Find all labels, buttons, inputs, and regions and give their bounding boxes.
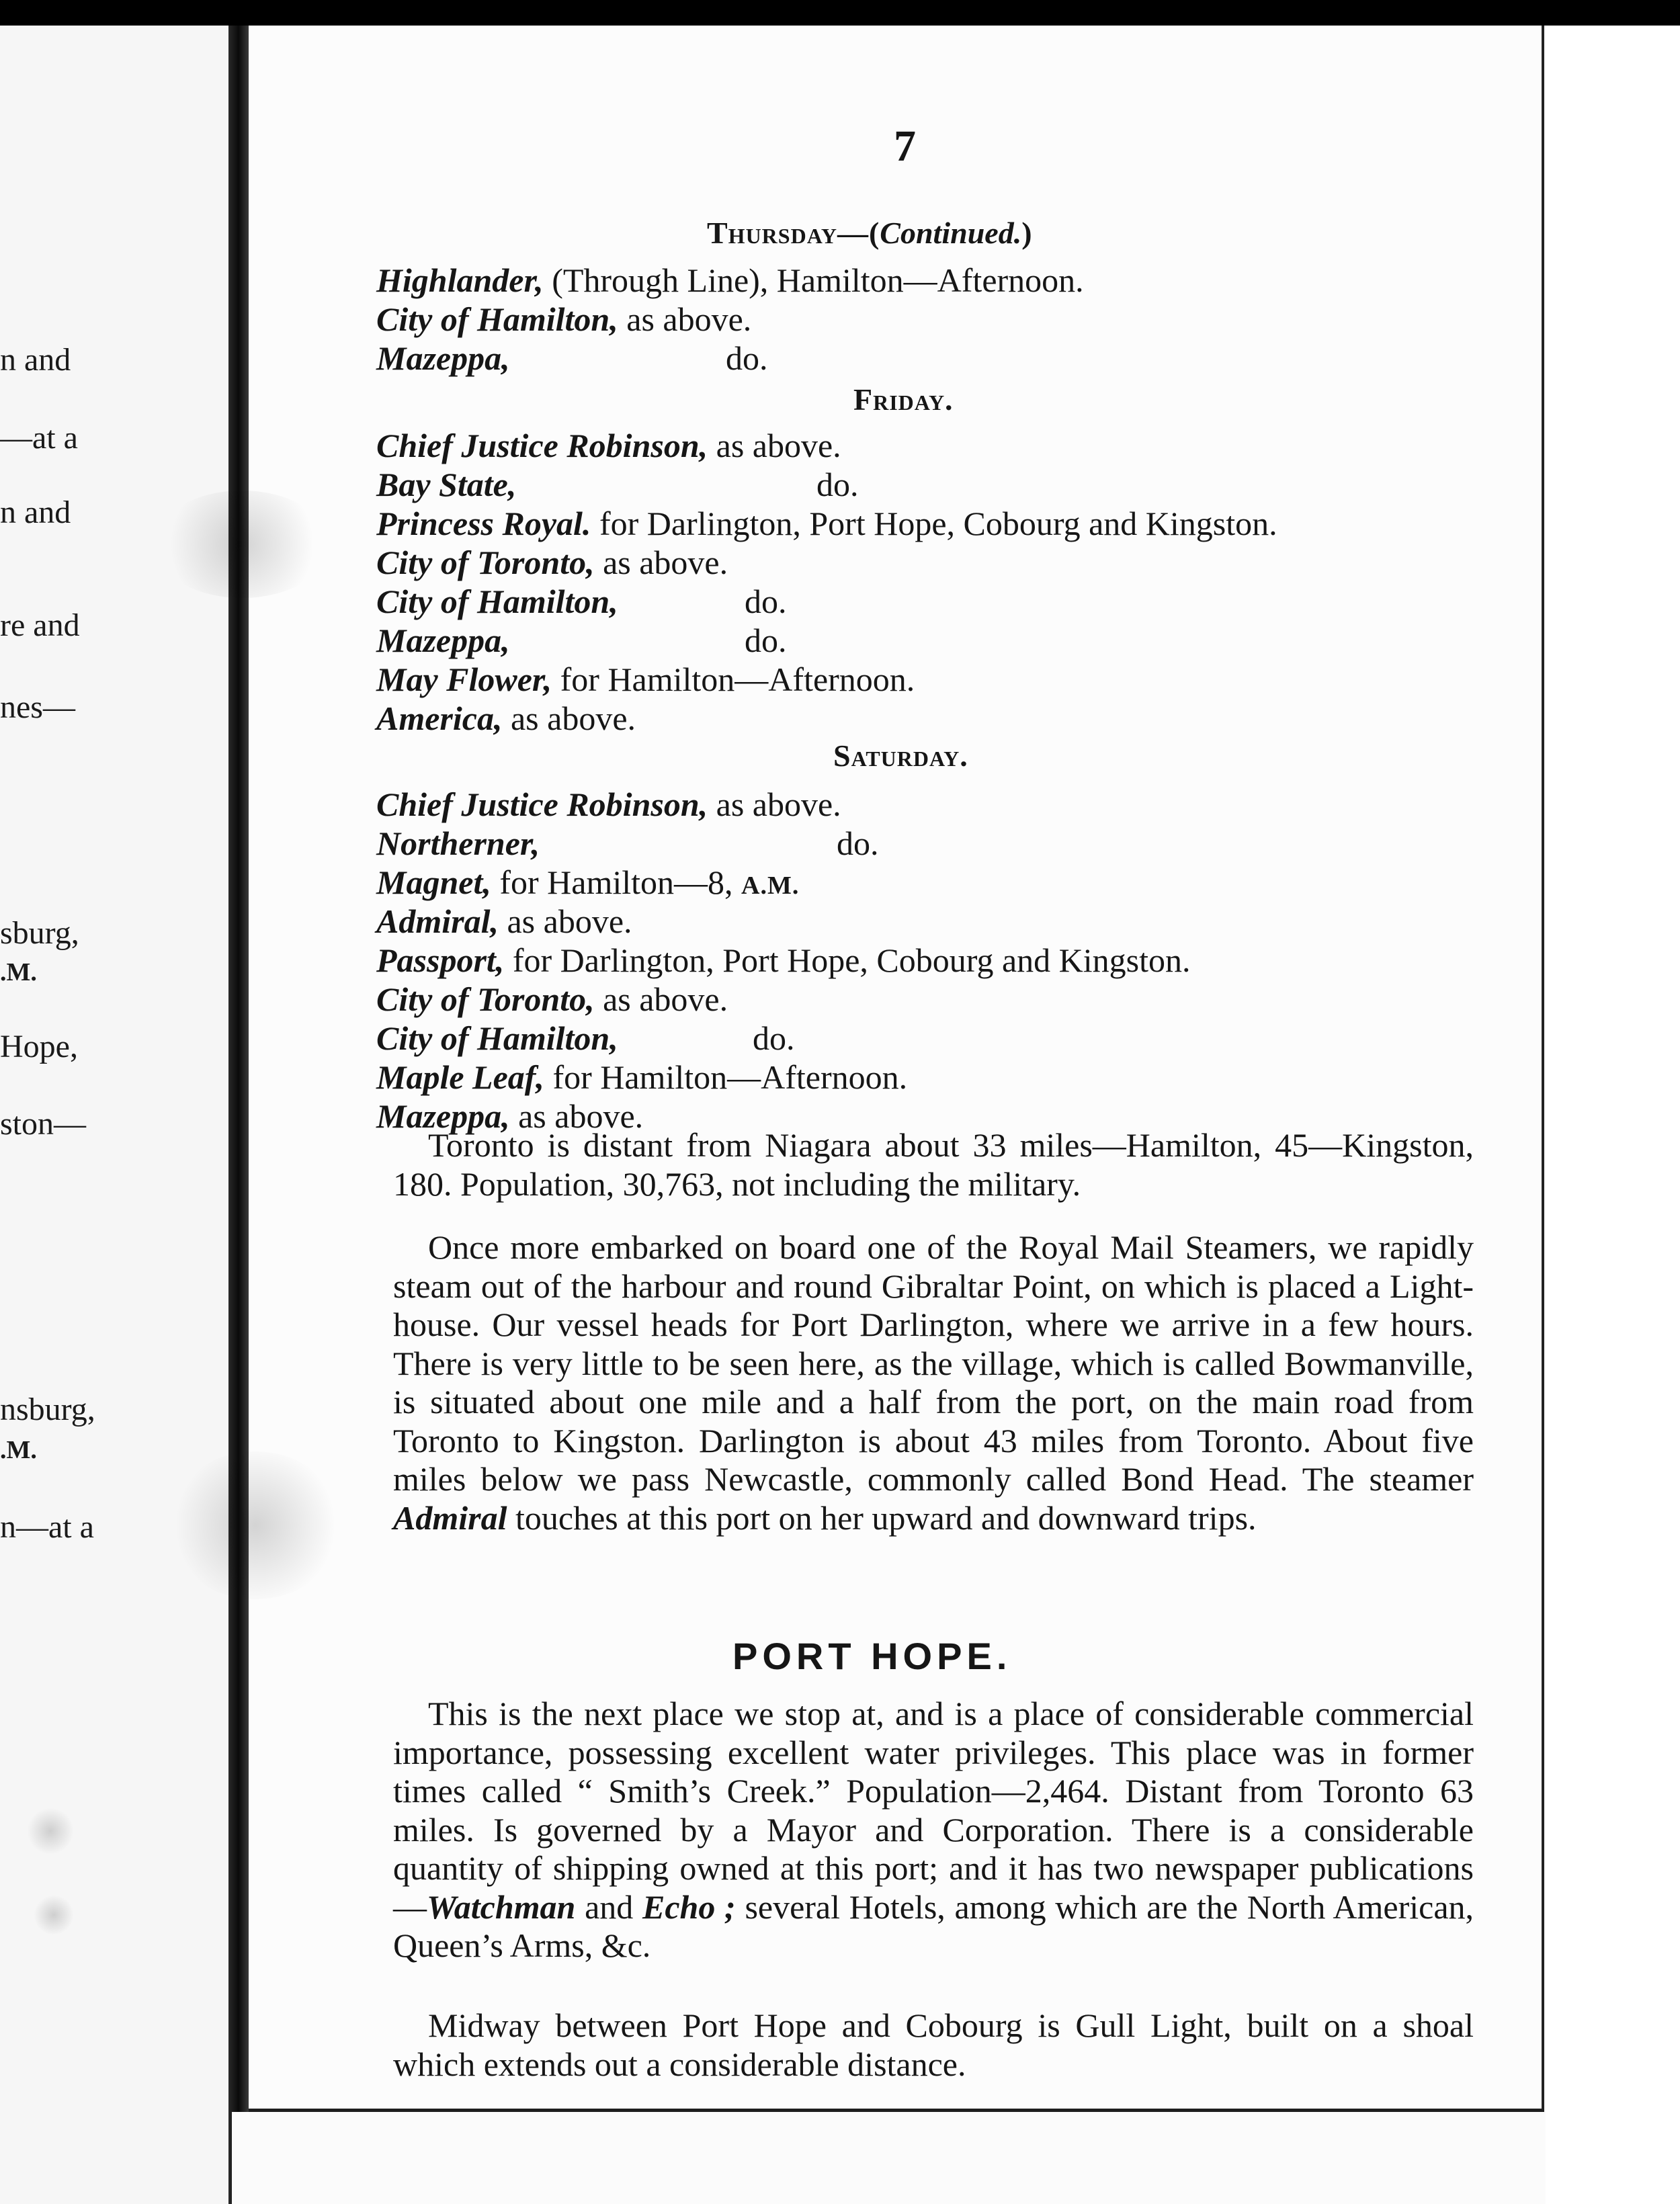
schedule-entry [376, 660, 1478, 699]
left-page-fragment: nes— [0, 689, 75, 725]
schedule-entry [376, 1019, 1478, 1058]
gull-light-paragraph: Midway between Port Hope and Cobourg is Gull Light, built on a shoal which extends out a considerable distance. [393, 2006, 1474, 2083]
steamer-name: Maple Leaf, [376, 1058, 544, 1096]
left-page-fragment: n and [0, 495, 71, 530]
newspaper-name: Echo ; [642, 1888, 736, 1926]
route-text: (Through Line), Hamilton—Afternoon. [543, 261, 1084, 299]
time-suffix: A.M. [741, 872, 800, 900]
steamer-name: Mazeppa, [376, 1097, 510, 1135]
ditto-mark: do. [745, 583, 787, 620]
ditto-mark: do. [837, 824, 879, 862]
schedule-entry [376, 543, 1478, 582]
ink-smudge [27, 1808, 74, 1855]
steamer-name: May Flower, [376, 661, 552, 698]
steamer-name: Mazeppa, [376, 339, 510, 377]
schedule-entry [376, 941, 1478, 980]
schedule-entry [376, 824, 1478, 863]
route-text: as above. [594, 544, 728, 581]
saturday-heading [833, 738, 968, 773]
left-page-fragment: sburg, [0, 915, 79, 951]
route-text: for Darlington, Port Hope, Cobourg and Kingston. [504, 941, 1191, 979]
route-text: as above. [708, 427, 841, 464]
schedule-entry [376, 1058, 1478, 1097]
ditto-mark: do. [726, 339, 768, 377]
steamer-name: City of Hamilton, [376, 1019, 618, 1057]
schedule-entry [376, 980, 1478, 1019]
section-title: PORT HOPE. [732, 1635, 1012, 1677]
left-page-fragment: n and [0, 342, 71, 378]
route-text: as above. [502, 700, 636, 737]
scan-top-border [0, 0, 1680, 26]
route-text: for Hamilton—Afternoon. [544, 1058, 908, 1096]
steamer-name: Northerner, [376, 824, 540, 862]
port-hope-paragraph [393, 1695, 1474, 1965]
steamer-name: Admiral, [376, 902, 499, 940]
newspaper-name: Watchman [427, 1888, 576, 1926]
schedule-entry [376, 863, 1478, 905]
page-bottom-margin [232, 2112, 1546, 2204]
port-hope-text: and [575, 1888, 642, 1926]
left-page-fragment: —at a [0, 420, 78, 456]
ditto-mark: do. [745, 622, 787, 659]
distances-paragraph: Toronto is distant from Niagara about 33 miles—Hamilton, 45—Kingston, 180. Population, 30,763, not including the military. [393, 1126, 1474, 1203]
saturday-label: Saturday. [833, 738, 968, 773]
book-gutter [228, 26, 249, 2204]
ink-smudge [168, 1451, 343, 1599]
route-text: as above. [594, 980, 728, 1018]
schedule-entry [376, 504, 1478, 543]
left-page-fragment: Hope, [0, 1029, 78, 1064]
steamer-name: Chief Justice Robinson, [376, 786, 708, 823]
continued-label: Continued. [880, 216, 1022, 250]
port-hope-text: This is the next place we stop at, and is a place of considerable commercial importance, possessing excellent water privileges. This place was in former times called “ Smith’s Creek.” Population—2,464. Distant from Toronto 63 miles. Is governed by a Mayor and Corporation. There is a considerable quantity of shipping owned at this port; and it has two newspaper publications— [393, 1695, 1474, 1926]
schedule-entry [376, 582, 1478, 621]
steamer-name: Princess Royal. [376, 505, 591, 542]
voyage-text: touches at this port on her upward and downward trips. [507, 1498, 1257, 1537]
voyage-paragraph [393, 1228, 1474, 1537]
steamer-name: Bay State, [376, 466, 517, 503]
steamer-name: Mazeppa, [376, 622, 510, 659]
port-hope-text: several Hotels, among which are the North American, Queen’s Arms, &c. [393, 1888, 1474, 1964]
schedule-entry [376, 699, 1478, 738]
steamer-name: Chief Justice Robinson, [376, 427, 708, 464]
left-page-fragment: n—at a [0, 1509, 94, 1545]
schedule-entry [376, 785, 1478, 824]
left-page-fragment: ston— [0, 1106, 87, 1142]
steamer-name: Highlander, [376, 261, 544, 299]
route-text: for Hamilton—8, [491, 863, 742, 901]
steamer-name: City of Toronto, [376, 544, 595, 581]
schedule-entry [376, 261, 1478, 300]
friday-label: Friday. [853, 382, 954, 417]
page-number: 7 [894, 122, 916, 171]
schedule-entry [376, 300, 1478, 339]
thursday-heading [707, 215, 1033, 251]
route-text: as above. [618, 300, 752, 338]
schedule-entry [376, 339, 1478, 378]
ink-smudge [155, 491, 329, 598]
heading-paren: ) [1021, 216, 1033, 250]
steamer-name: City of Hamilton, [376, 300, 618, 338]
voyage-text: Once more embarked on board one of the Royal Mail Steamers, we rapidly steam out of the harbour and round Gibraltar Point, on which is placed a Light-house. Our vessel heads for Port Darlington, where we arrive in a few hours. There is very little to be seen here, as the village, which is called Bowmanville, is situated about one mile and a half from the port, on the main road from Toronto to Kingston. Darlington is about 43 miles from Toronto. About five miles below we pass Newcastle, commonly called Bond Head. The steamer [393, 1228, 1474, 1498]
ditto-mark: do. [753, 1019, 795, 1057]
thursday-label: Thursday—( [707, 216, 880, 250]
steamer-name: Magnet, [376, 863, 491, 901]
ditto-mark: do. [816, 466, 859, 503]
right-margin [1544, 26, 1680, 2204]
steamer-name: America, [376, 700, 503, 737]
ink-smudge [34, 1895, 74, 1935]
steamer-name: Passport, [376, 941, 505, 979]
route-text: as above. [498, 902, 632, 940]
route-text: as above. [708, 786, 841, 823]
steamer-name: Admiral [393, 1498, 507, 1537]
route-text: as above. [509, 1097, 644, 1135]
left-page-fragment: .M. [0, 1436, 37, 1464]
steamer-name: City of Hamilton, [376, 583, 618, 620]
schedule-entry [376, 426, 1478, 465]
schedule-entry [376, 621, 1478, 660]
steamer-name: City of Toronto, [376, 980, 595, 1018]
left-page-fragment: nsburg, [0, 1392, 95, 1427]
schedule-entry [376, 902, 1478, 941]
route-text: for Hamilton—Afternoon. [552, 661, 915, 698]
left-page-fragment: .M. [0, 958, 37, 986]
route-text: for Darlington, Port Hope, Cobourg and Kingston. [591, 505, 1277, 542]
schedule-entry [376, 465, 1478, 504]
left-page-fragment: re and [0, 607, 80, 643]
friday-heading [853, 382, 954, 417]
